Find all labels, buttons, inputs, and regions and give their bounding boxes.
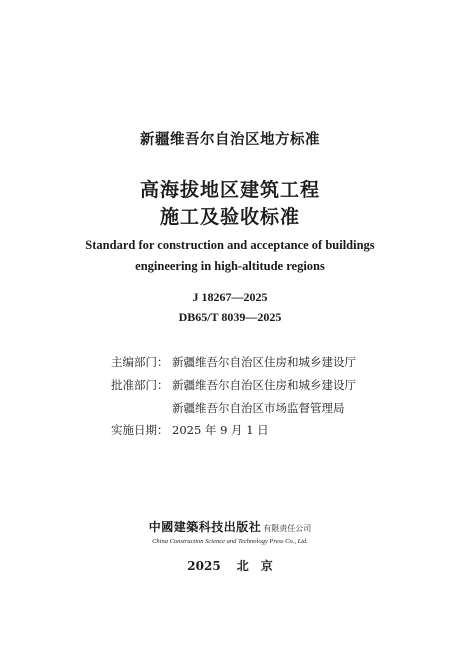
publisher-suffix: 有限责任公司 [263, 524, 312, 533]
publisher-logo [0, 518, 460, 535]
title-en-line-1: Standard for construction and acceptance of buildings [85, 238, 375, 252]
publication-year: 2025 [187, 559, 221, 573]
title-en-line-2: engineering in high-altitude regions [135, 259, 325, 273]
publisher-name: 中國建築科技出版社 [148, 520, 262, 534]
publication-city: 北 京 [236, 559, 273, 573]
editor-value: 新疆维吾尔自治区住房和城乡建设厅 [172, 355, 356, 369]
approver-value-2: 新疆维吾尔自治区市场监督管理局 [172, 401, 345, 415]
approver-row [111, 377, 356, 393]
region-standard-label: 新疆维吾尔自治区地方标准 [140, 132, 320, 148]
effective-row [111, 422, 269, 438]
effective-label: 实施日期： [111, 423, 169, 437]
approver-label: 批准部门： [111, 378, 169, 392]
publisher-name-en: China Construction Science and Technology Press Co., Ltd. [152, 538, 308, 545]
publication-line [0, 557, 460, 574]
editor-label: 主编部门： [111, 355, 169, 369]
title-zh-line-1: 高海拔地区建筑工程 [139, 179, 320, 201]
title-zh-line-2: 施工及验收标准 [159, 206, 300, 228]
effective-value: 2025 年 9 月 1 日 [172, 423, 269, 437]
approver-value-1: 新疆维吾尔自治区住房和城乡建设厅 [172, 378, 356, 392]
record-number: J 18267—2025 [192, 290, 268, 304]
standard-number: DB65/T 8039—2025 [178, 310, 282, 324]
editor-row [111, 354, 356, 370]
